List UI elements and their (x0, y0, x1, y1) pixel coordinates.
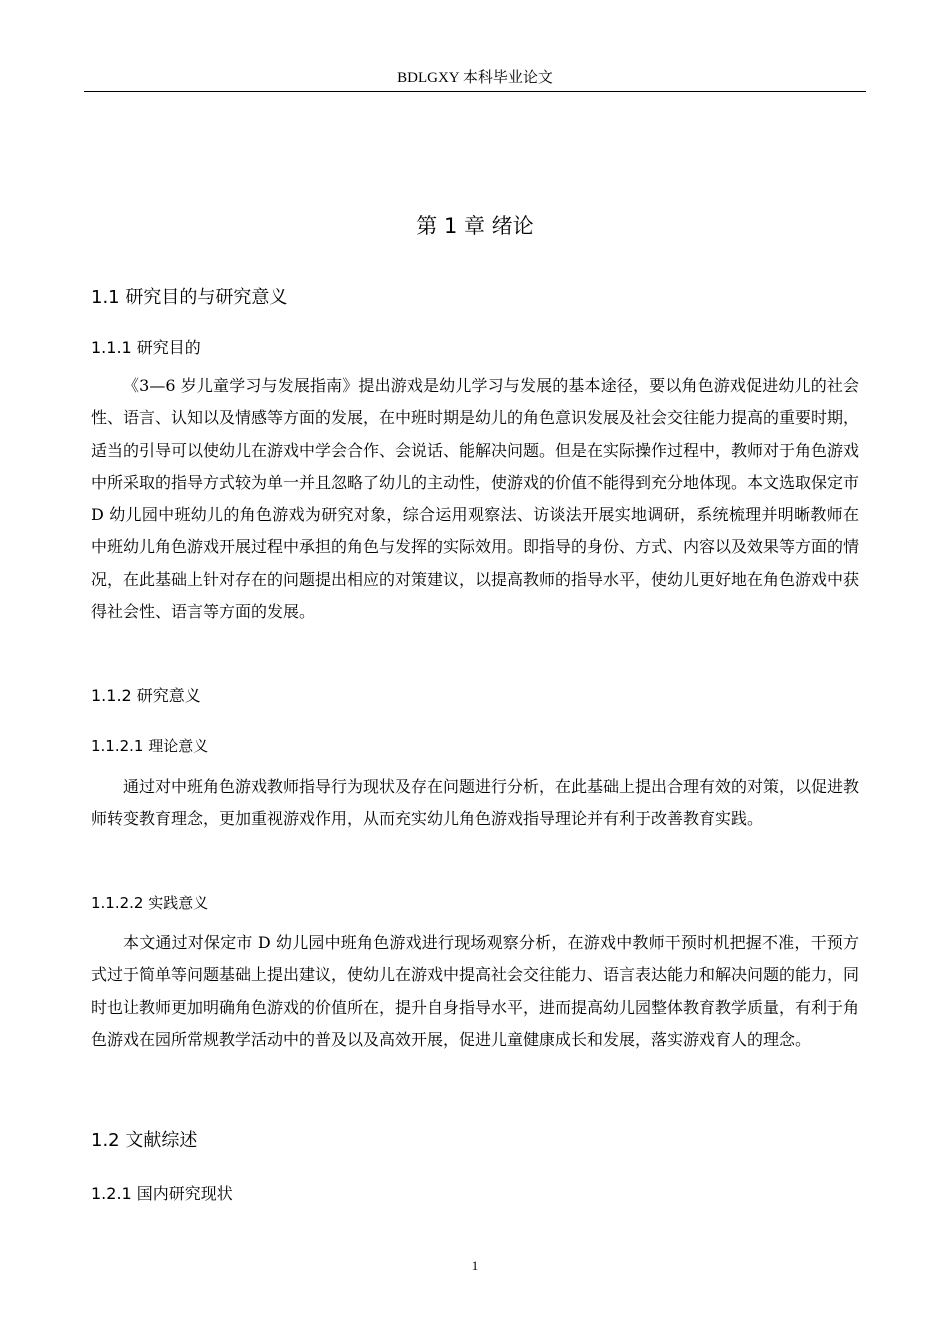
section-heading-1-1-2-2: 1.1.2.2 实践意义 (91, 894, 209, 912)
page-number: 1 (471, 1258, 479, 1273)
paragraph-research-purpose: 《3—6 岁儿童学习与发展指南》提出游戏是幼儿学习与发展的基本途径，要以角色游戏促进幼儿的社会性、语言、认知以及情感等方面的发展，在中班时期是幼儿的角色意识发展及社会交往能力提高的重要时期，适当的引导可以使幼儿在游戏中学会合作、会说话、能解决问题。但是在实际操作过程中，教师对于角色游戏中所采取的指导方式较为单一并且忽略了幼儿的主动性，使游戏的价值不能得到充分地体现。本文选取保定市 D 幼儿园中班幼儿的角色游戏为研究对象，综合运用观察法、访谈法开展实地调研，系统梳理并明晰教师在中班幼儿角色游戏开展过程中承担的角色与发挥的实际效用。即指导的身份、方式、内容以及效果等方面的情况，在此基础上针对存在的问题提出相应的对策建议，以提高教师的指导水平，使幼儿更好地在角色游戏中获得社会性、语言等方面的发展。 (91, 376, 860, 622)
section-heading-1-1: 1.1 研究目的与研究意义 (91, 287, 288, 308)
page-header: BDLGXY 本科毕业论文 (397, 70, 553, 86)
paragraph-practical-significance: 本文通过对保定市 D 幼儿园中班角色游戏进行现场观察分析，在游戏中教师干预时机把握不准，干预方式过于简单等问题基础上提出建议，使幼儿在游戏中提高社会交往能力、语言表达能力和解决问题的能力，同时也让教师更加明确角色游戏的价值所在，提升自身指导水平，进而提高幼儿园整体教育教学质量，有利于角色游戏在园所常规教学活动中的普及以及高效开展，促进儿童健康成长和发展，落实游戏育人的理念。 (91, 933, 860, 1049)
section-heading-1-1-2-1: 1.1.2.1 理论意义 (91, 737, 209, 755)
section-heading-1-2-1: 1.2.1 国内研究现状 (91, 1184, 233, 1203)
section-heading-1-2: 1.2 文献综述 (91, 1130, 198, 1151)
chapter-title: 第 1 章 绪论 (416, 214, 534, 238)
section-heading-1-1-1: 1.1.1 研究目的 (91, 338, 201, 357)
section-heading-1-1-2: 1.1.2 研究意义 (91, 686, 201, 705)
paragraph-theoretical-significance: 通过对中班角色游戏教师指导行为现状及存在问题进行分析，在此基础上提出合理有效的对策，以促进教师转变教育理念，更加重视游戏作用，从而充实幼儿角色游戏指导理论并有利于改善教育实践。 (91, 777, 860, 829)
header-divider (84, 91, 866, 92)
